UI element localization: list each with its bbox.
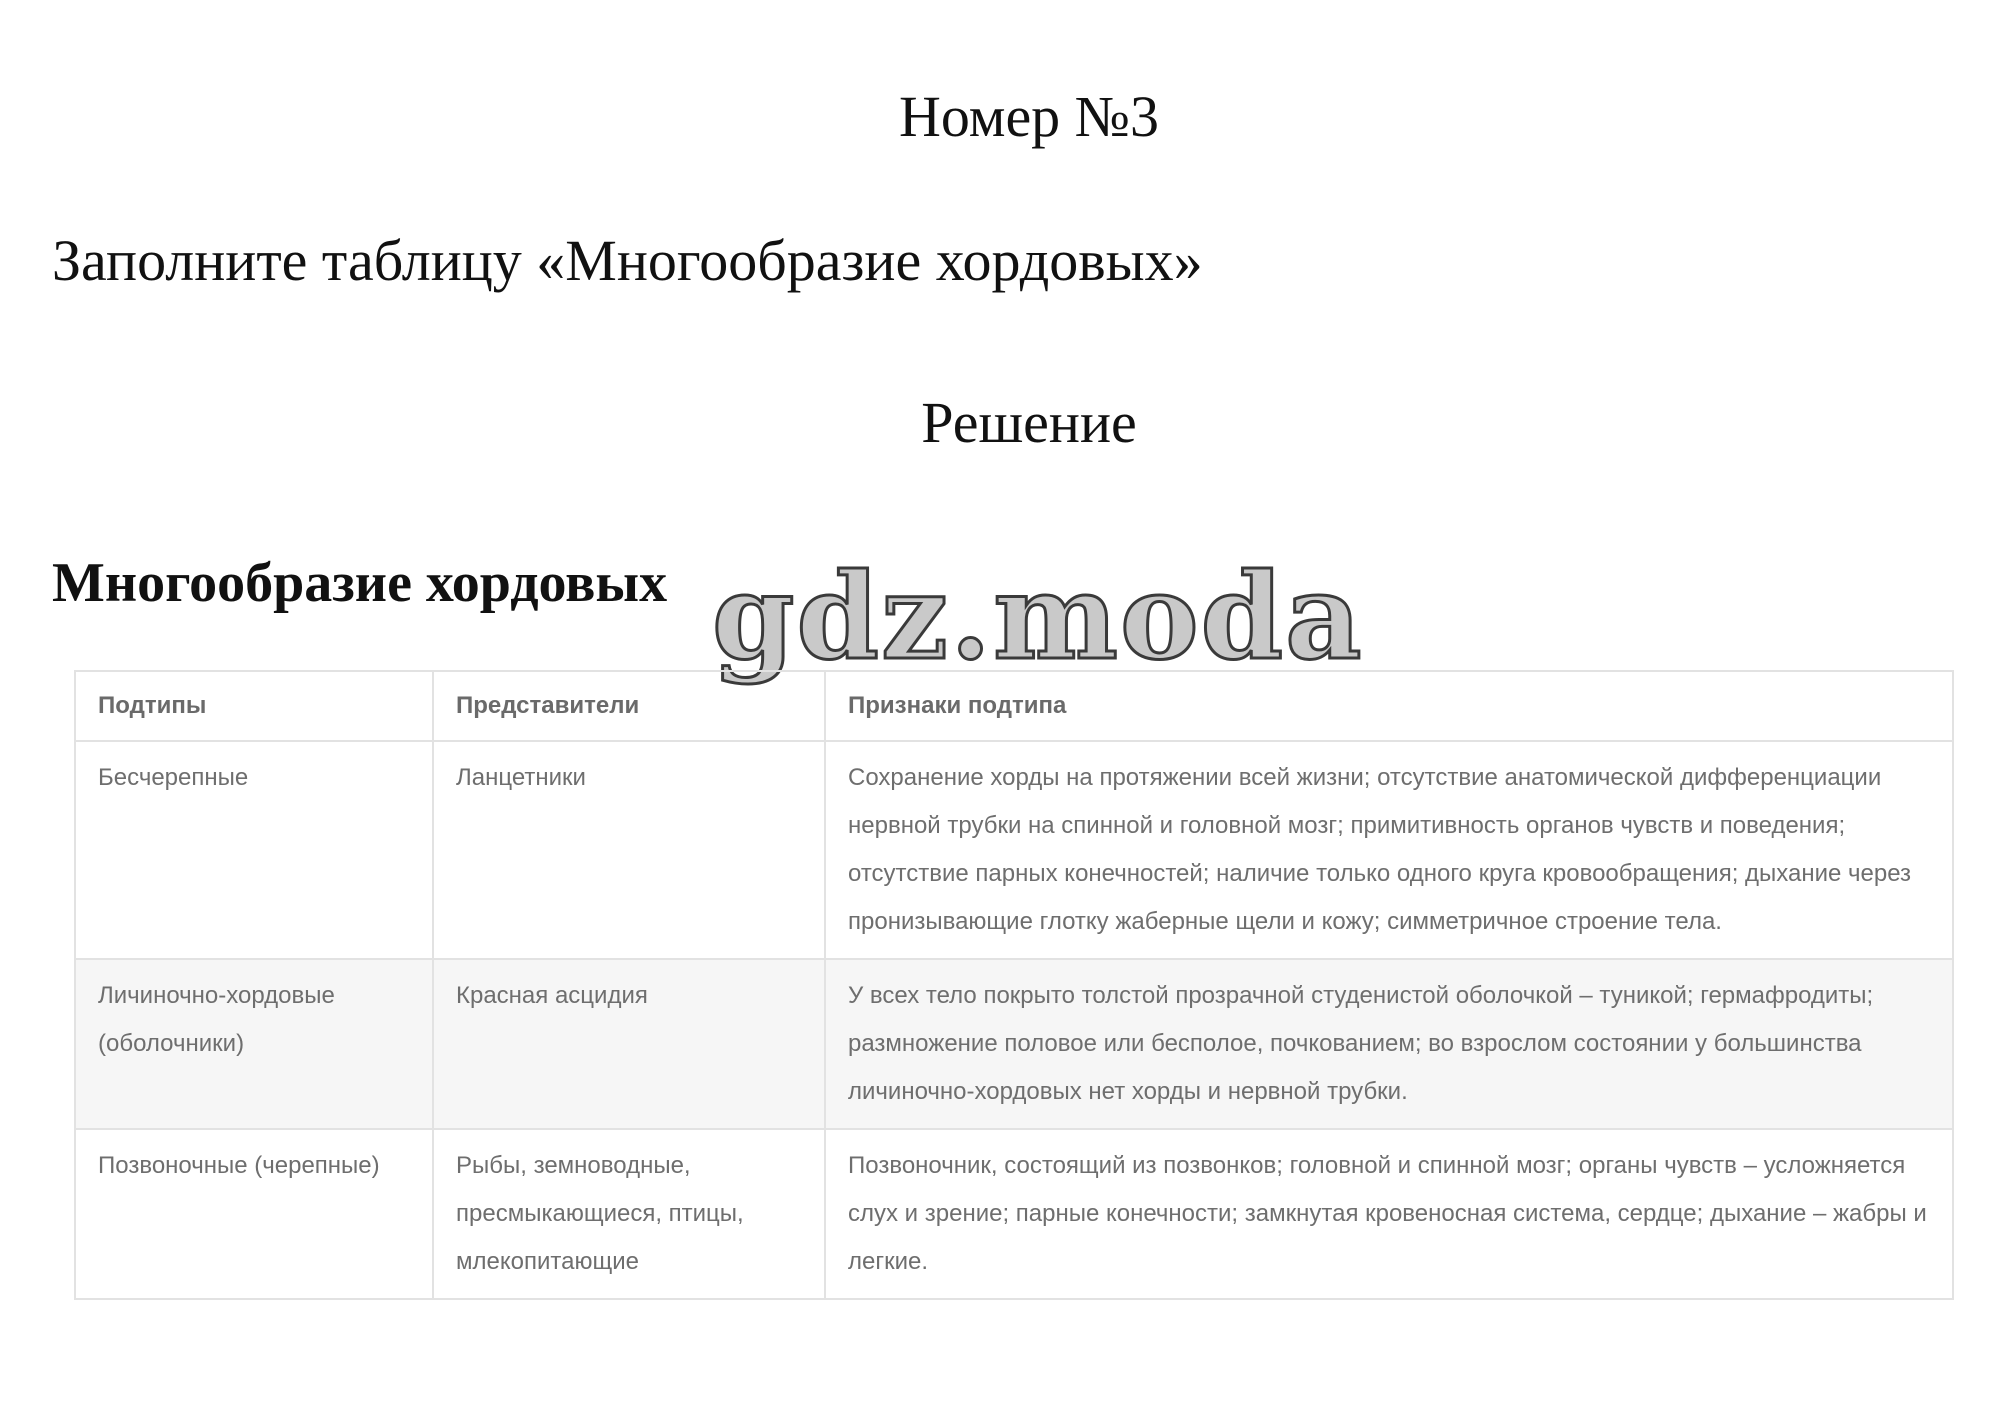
cell-features: У всех тело покрыто толстой прозрачной студенистой оболочкой – туникой; гермафродиты; размножение половое или бесполое, почкованием; во взрослом состоянии у большинства личиночно-хордовых нет хорды и нервной трубки. bbox=[825, 959, 1953, 1129]
cell-representatives: Ланцетники bbox=[433, 741, 825, 959]
cell-representatives: Рыбы, земноводные, пресмыкающиеся, птицы, млекопитающие bbox=[433, 1129, 825, 1299]
cell-subtype: Личиночно-хордовые (оболочники) bbox=[75, 959, 433, 1129]
table-header-row bbox=[75, 671, 1953, 741]
task-number: Номер №3 bbox=[898, 84, 1160, 149]
watermark-logo: gdz.moda bbox=[712, 547, 1364, 686]
cell-features: Сохранение хорды на протяжении всей жизни; отсутствие анатомической дифференциации нервной трубки на спинной и головной мозг; примитивность органов чувств и поведения; отсутствие парных конечностей; наличие только одного круга кровообращения; дыхание через пронизывающие глотку жаберные щели и кожу; симметричное строение тела. bbox=[825, 741, 1953, 959]
table-title: Многообразие хордовых bbox=[52, 552, 668, 614]
cell-subtype: Позвоночные (черепные) bbox=[75, 1129, 433, 1299]
task-text: Заполните таблицу «Многообразие хордовых» bbox=[52, 228, 1203, 293]
table-row bbox=[75, 1129, 1953, 1299]
table-row bbox=[75, 959, 1953, 1129]
header-features: Признаки подтипа bbox=[825, 671, 1953, 741]
cell-representatives: Красная асцидия bbox=[433, 959, 825, 1129]
chordates-table bbox=[74, 670, 1954, 1300]
header-representatives: Представители bbox=[433, 671, 825, 741]
cell-features: Позвоночник, состоящий из позвонков; головной и спинной мозг; органы чувств – усложняется слух и зрение; парные конечности; замкнутая кровеносная система, сердце; дыхание – жабры и легкие. bbox=[825, 1129, 1953, 1299]
cell-subtype: Бесчерепные bbox=[75, 741, 433, 959]
solution-label: Решение bbox=[921, 390, 1137, 455]
header-subtypes: Подтипы bbox=[75, 671, 433, 741]
table-row bbox=[75, 741, 1953, 959]
